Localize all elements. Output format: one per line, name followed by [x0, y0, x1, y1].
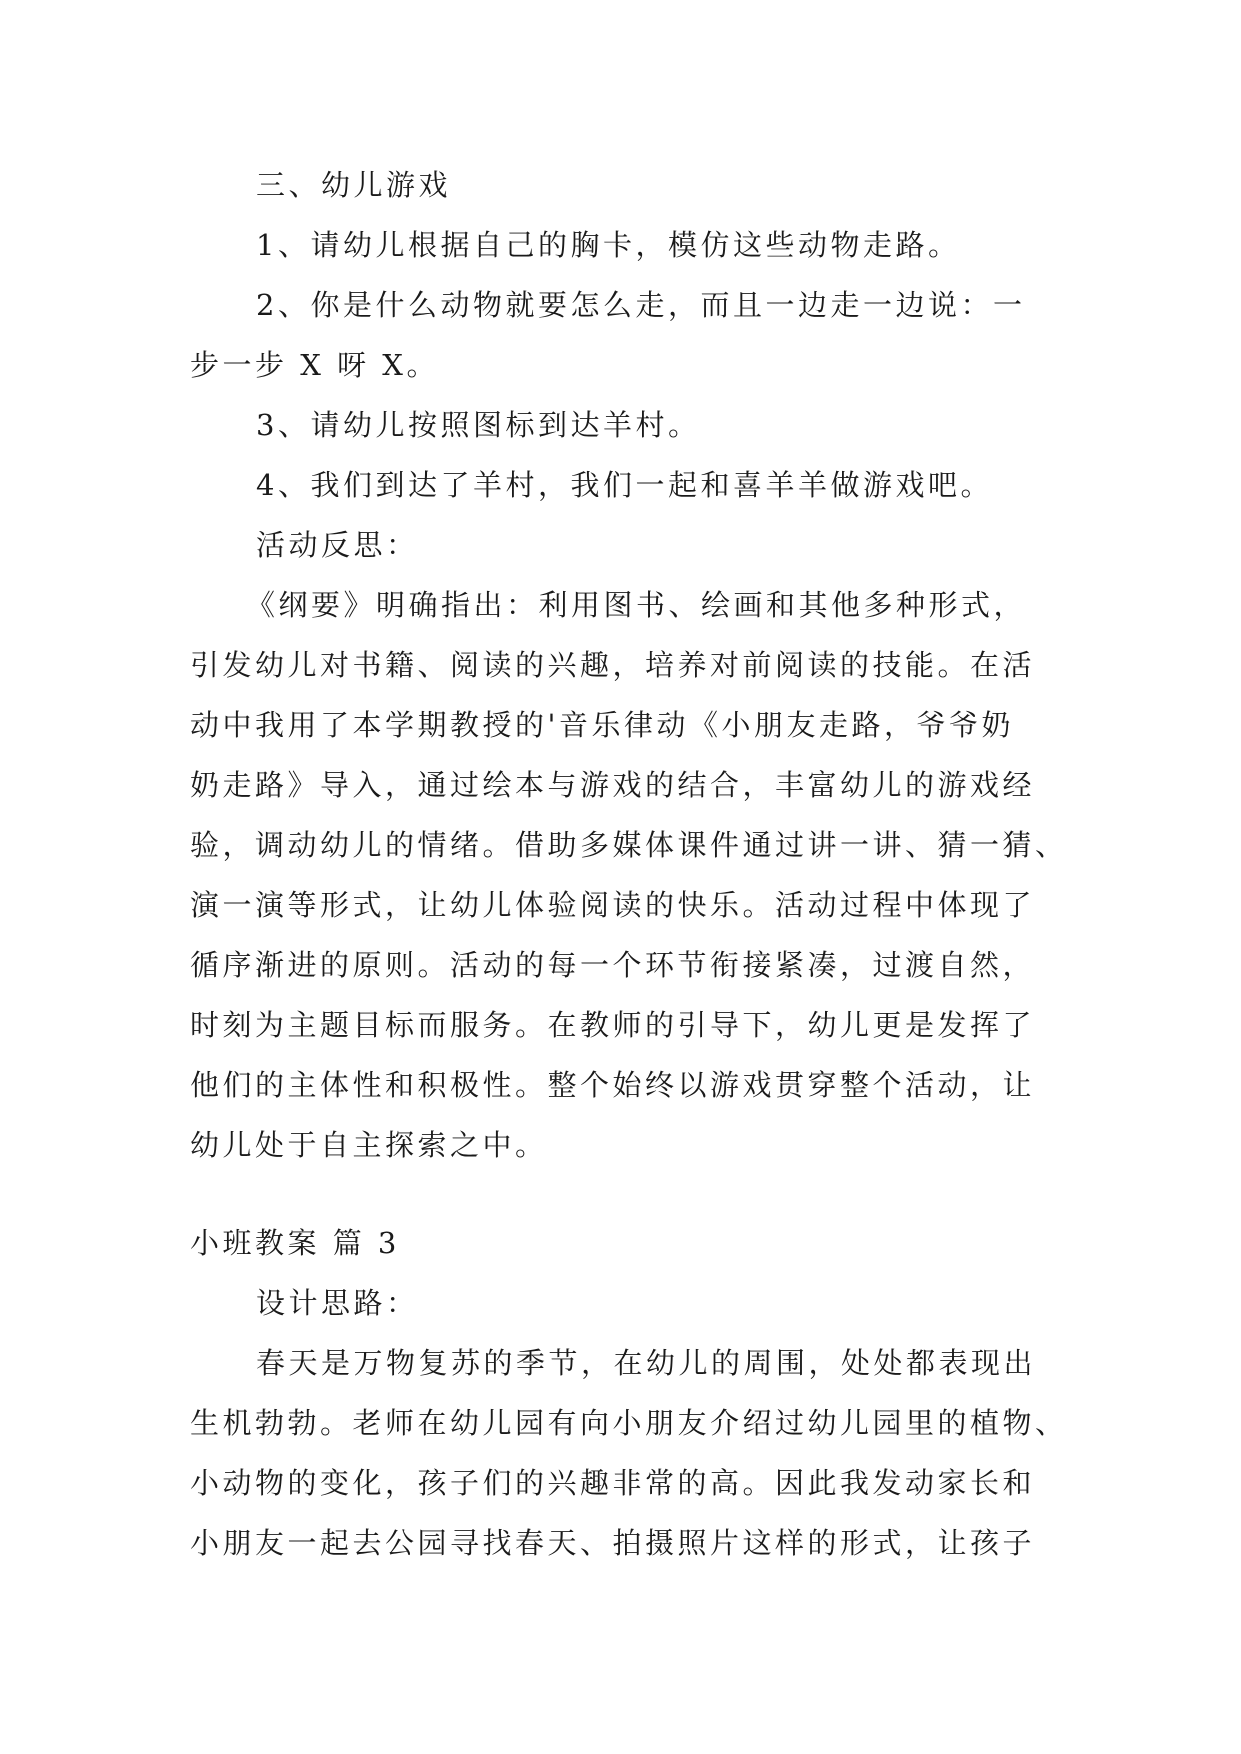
document-page [190, 155, 1070, 1573]
design-line: 小朋友一起去公园寻找春天、拍摄照片这样的形式，让孩子 [190, 1526, 1036, 1560]
reflection-line: 《纲要》明确指出：利用图书、绘画和其他多种形式， [246, 588, 1027, 622]
section-title: 小班教案 篇 3 [190, 1226, 400, 1260]
list-item-2-line-2: 步一步 X 呀 X。 [190, 348, 439, 382]
reflection-line: 验，调动幼儿的情绪。借助多媒体课件通过讲一讲、猜一猜、 [190, 828, 1068, 862]
design-line: 春天是万物复苏的季节，在幼儿的周围，处处都表现出 [256, 1346, 1037, 1380]
reflection-line: 动中我用了本学期教授的'音乐律动《小朋友走路，爷爷奶 [190, 708, 1014, 742]
list-item-2-line-1: 2、你是什么动物就要怎么走，而且一边走一边说：一 [256, 288, 1026, 322]
section-heading: 三、幼儿游戏 [256, 168, 452, 202]
reflection-line: 奶走路》导入，通过绘本与游戏的结合，丰富幼儿的游戏经 [190, 768, 1036, 802]
list-item-1: 1、请幼儿根据自己的胸卡，模仿这些动物走路。 [256, 228, 961, 262]
section-gap [190, 1175, 1070, 1213]
reflection-line: 引发幼儿对书籍、阅读的兴趣，培养对前阅读的技能。在活 [190, 648, 1036, 682]
reflection-line: 循序渐进的原则。活动的每一个环节衔接紧凑，过渡自然， [190, 948, 1036, 982]
reflection-line: 演一演等形式，让幼儿体验阅读的快乐。活动过程中体现了 [190, 888, 1036, 922]
reflection-line: 他们的主体性和积极性。整个始终以游戏贯穿整个活动，让 [190, 1068, 1036, 1102]
reflection-heading: 活动反思： [256, 528, 419, 562]
list-item-4: 4、我们到达了羊村，我们一起和喜羊羊做游戏吧。 [256, 468, 993, 502]
design-line: 生机勃勃。老师在幼儿园有向小朋友介绍过幼儿园里的植物、 [190, 1406, 1068, 1440]
reflection-line: 幼儿处于自主探索之中。 [190, 1128, 548, 1162]
design-heading: 设计思路： [256, 1286, 419, 1320]
list-item-3: 3、请幼儿按照图标到达羊村。 [256, 408, 701, 442]
design-line: 小动物的变化，孩子们的兴趣非常的高。因此我发动家长和 [190, 1466, 1036, 1500]
reflection-line: 时刻为主题目标而服务。在教师的引导下，幼儿更是发挥了 [190, 1008, 1036, 1042]
